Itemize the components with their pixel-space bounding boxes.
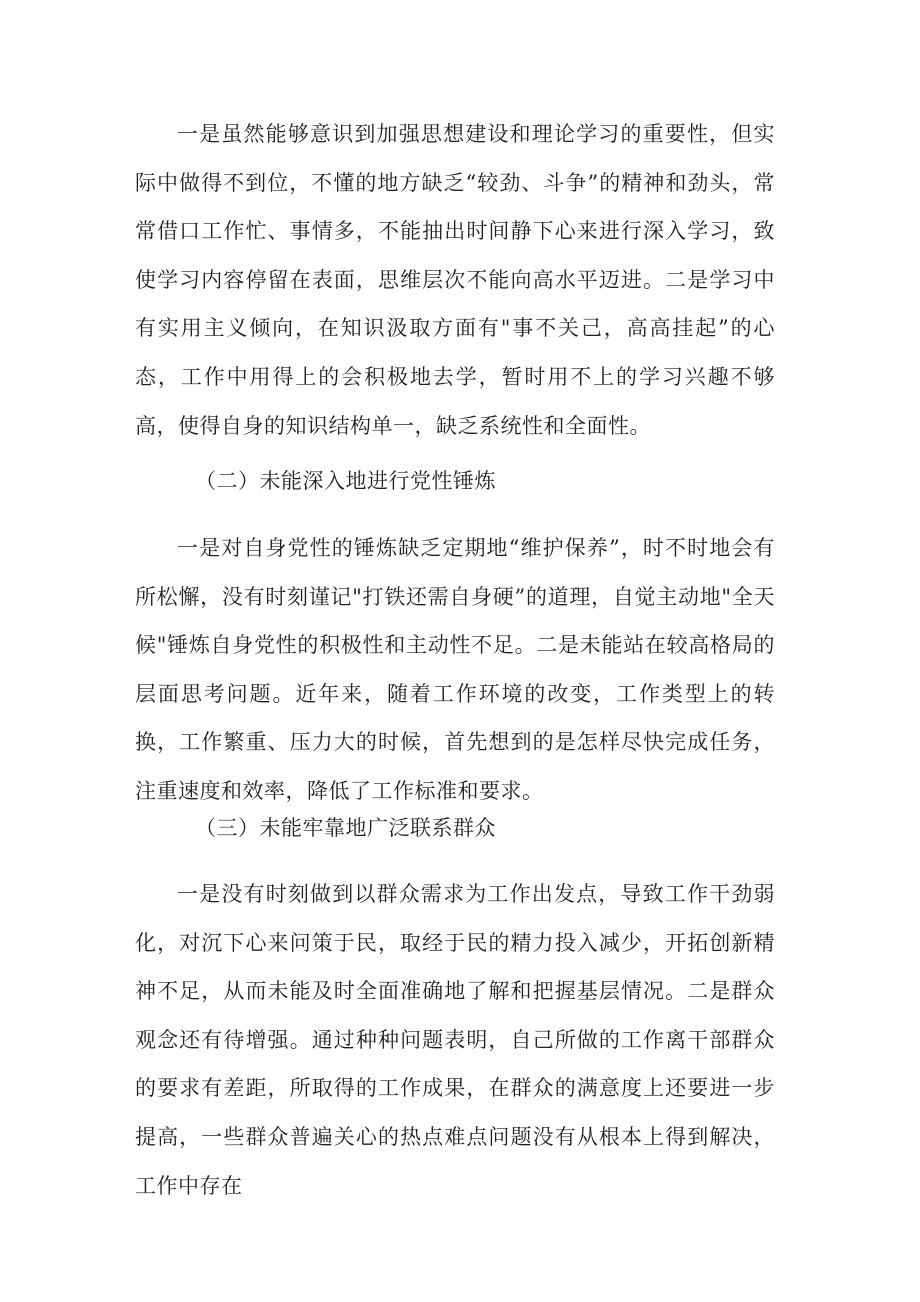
body-paragraph-3: 一是没有时刻做到以群众需求为工作出发点，导致工作干劲弱化，对沉下心来问策于民，取经于民的精力投入减少，开拓创新精神不足，从而未能及时全面准确地了解和把握基层情况。二是群众观念还有待增强。通过种种问题表明，自己所做的工作离干部群众的要求有差距，所取得的工作成果，在群众的满意度上还要进一步提高，一些群众普遍关心的热点难点问题没有从根本上得到解决，工作中存在 <box>135 882 775 1198</box>
section-heading-2: （二）未能深入地进行党性锤炼 <box>195 469 496 493</box>
body-paragraph-2: 一是对自身党性的锤炼缺乏定期地“维护保养”，时不时地会有所松懈，没有时刻谨记"打铁还需自身硬”的道理，自觉主动地"全天候"锤炼自身党性的积极性和主动性不足。二是未能站在较高格局的层面思考问题。近年来，随着工作环境的改变，工作类型上的转换，工作繁重、压力大的时候，首先想到的是怎样尽快完成任务，注重速度和效率，降低了工作标准和要求。 <box>135 536 775 803</box>
section-heading-3: （三）未能牢靠地广泛联系群众 <box>195 816 496 840</box>
body-paragraph-1: 一是虽然能够意识到加强思想建设和理论学习的重要性，但实际中做得不到位，不懂的地方缺乏“较劲、斗争”的精神和劲头，常常借口工作忙、事情多，不能抽出时间静下心来进行深入学习，致使学习内容停留在表面，思维层次不能向高水平迈进。二是学习中有实用主义倾向，在知识汲取方面有"事不关己，高高挂起”的心态，工作中用得上的会积极地去学，暂时用不上的学习兴趣不够高，使得自身的知识结构单一，缺乏系统性和全面性。 <box>135 122 775 438</box>
